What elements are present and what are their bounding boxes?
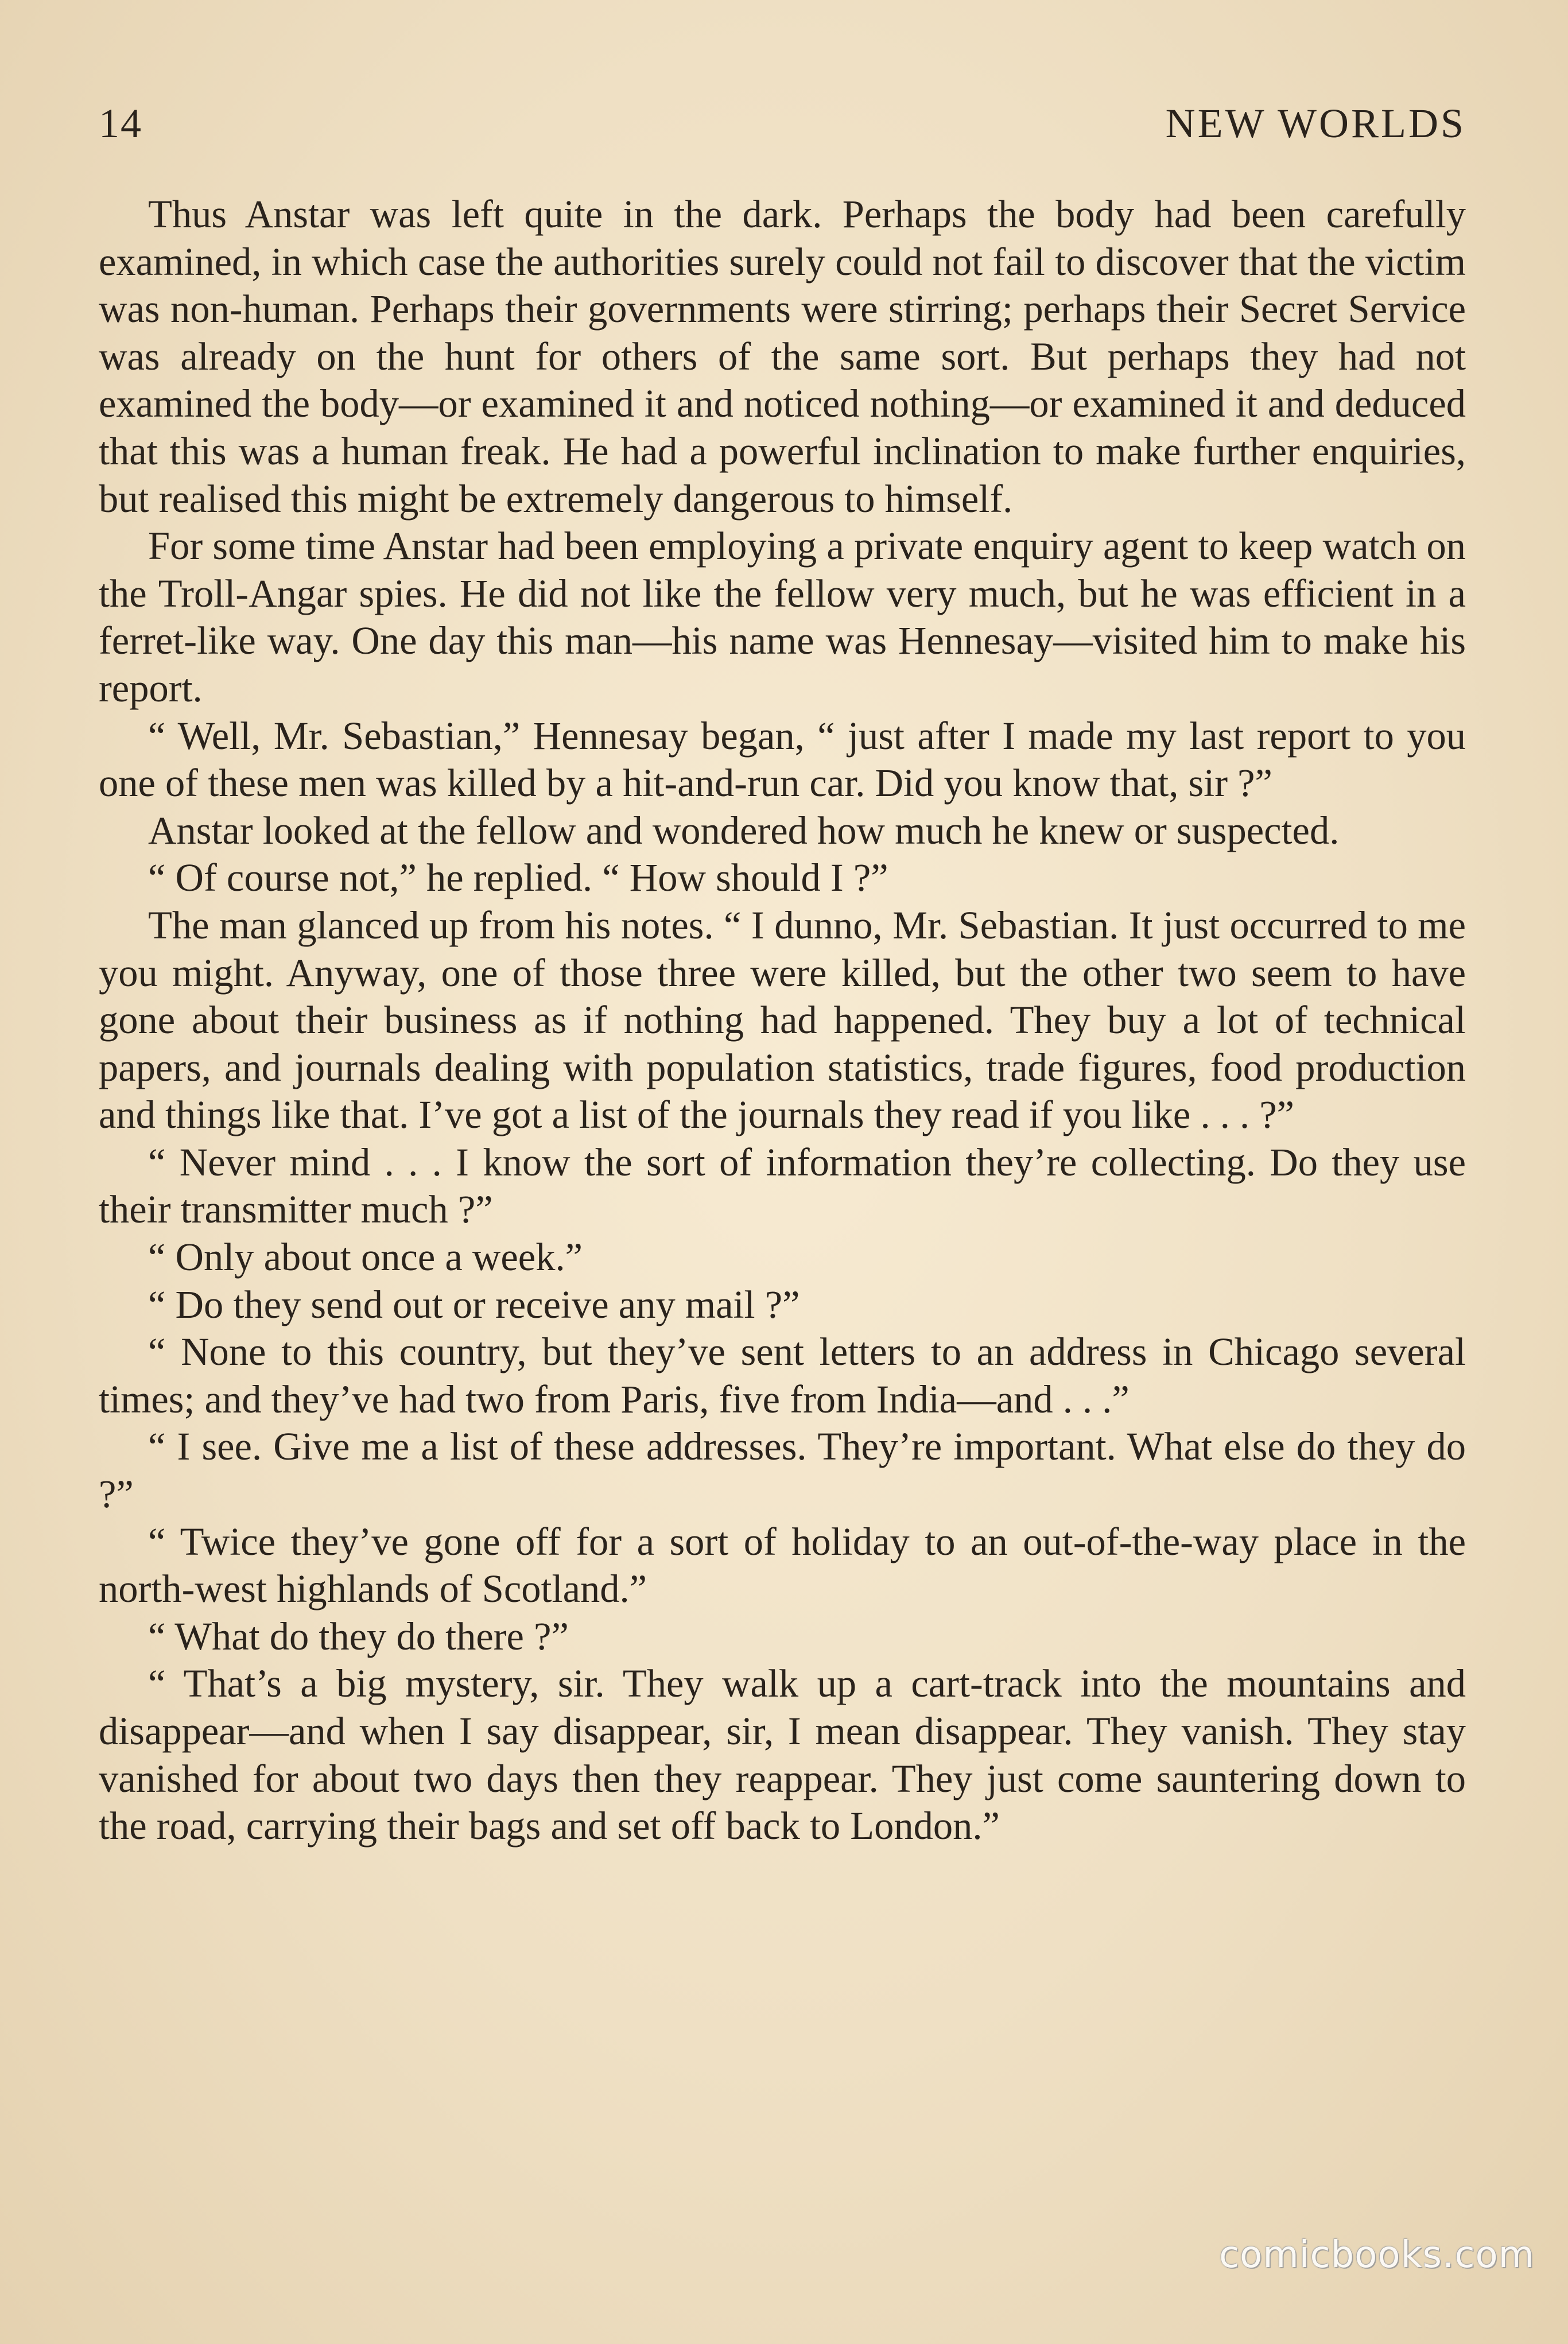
paragraph: The man glanced up from his notes. “ I dunno, Mr. Sebastian. It just occurred to me you might. Anyway, one of those three were killed, but the other two seem to have gone about their business as if nothing had happened. They buy a lot of technical papers, and journals dealing with population statistics, trade figures, food production and things like that. I’ve got a list of the journals they read if you like . . . ?” [99,903,1466,1137]
paragraph: “ Well, Mr. Sebastian,” Hennesay began, “ just after I made my last report to you one of these men was killed by a hit-and-run car. Did you know that, sir ?” [99,713,1466,805]
paragraph: “ None to this country, but they’ve sent letters to an address in Chicago several times; and they’ve had two from Paris, five from India—and . . .” [99,1330,1466,1421]
paragraph: “ Only about once a week.” [148,1235,583,1279]
page-number: 14 [99,100,142,146]
paragraph: “ Of course not,” he replied. “ How should I ?” [148,856,888,900]
paragraph: Anstar looked at the fellow and wondered how much he knew or suspected. [148,808,1340,852]
paragraph: For some time Anstar had been employing a private enquiry agent to keep watch on the Troll-Angar spies. He did not like the fellow very much, but he was efficient in a ferret-like way. One day this man—his name was Hennesay—visited him to make his report. [99,524,1466,710]
paragraph: “ Do they send out or receive any mail ?” [148,1282,800,1326]
paragraph: “ Twice they’ve gone off for a sort of holiday to an out-of-the-way place in the north-west highlands of Scotland.” [99,1519,1466,1611]
running-head [99,98,1466,149]
running-title: NEW WORLDS [1165,100,1466,146]
watermark-logo: comicbooks.com [1218,2234,1535,2276]
paragraph: “ What do they do there ?” [148,1614,569,1658]
paragraph: “ I see. Give me a list of these addresses. They’re important. What else do they do ?” [99,1425,1466,1516]
paragraph: Thus Anstar was left quite in the dark. Perhaps the body had been carefully examined, in which case the authorities surely could not fail to discover that the victim was non-human. Perhaps their governments were stirring; perhaps their Secret Service was already on the hunt for others of the same sort. But perhaps they had not examined the body—or examined it and noticed nothing—or examined it and deduced that this was a human freak. He had a powerful inclination to make further enquiries, but realised this might be extremely dangerous to himself. [99,192,1466,521]
paragraph: “ Never mind . . . I know the sort of information they’re collecting. Do they use their transmitter much ?” [99,1140,1466,1232]
body-text [99,191,1466,1850]
paragraph: “ That’s a big mystery, sir. They walk up a cart-track into the mountains and disappear—and when I say disappear, sir, I mean disappear. They vanish. They stay vanished for about two days then they reappear. They just come sauntering down to the road, carrying their bags and set off back to London.” [99,1662,1466,1848]
